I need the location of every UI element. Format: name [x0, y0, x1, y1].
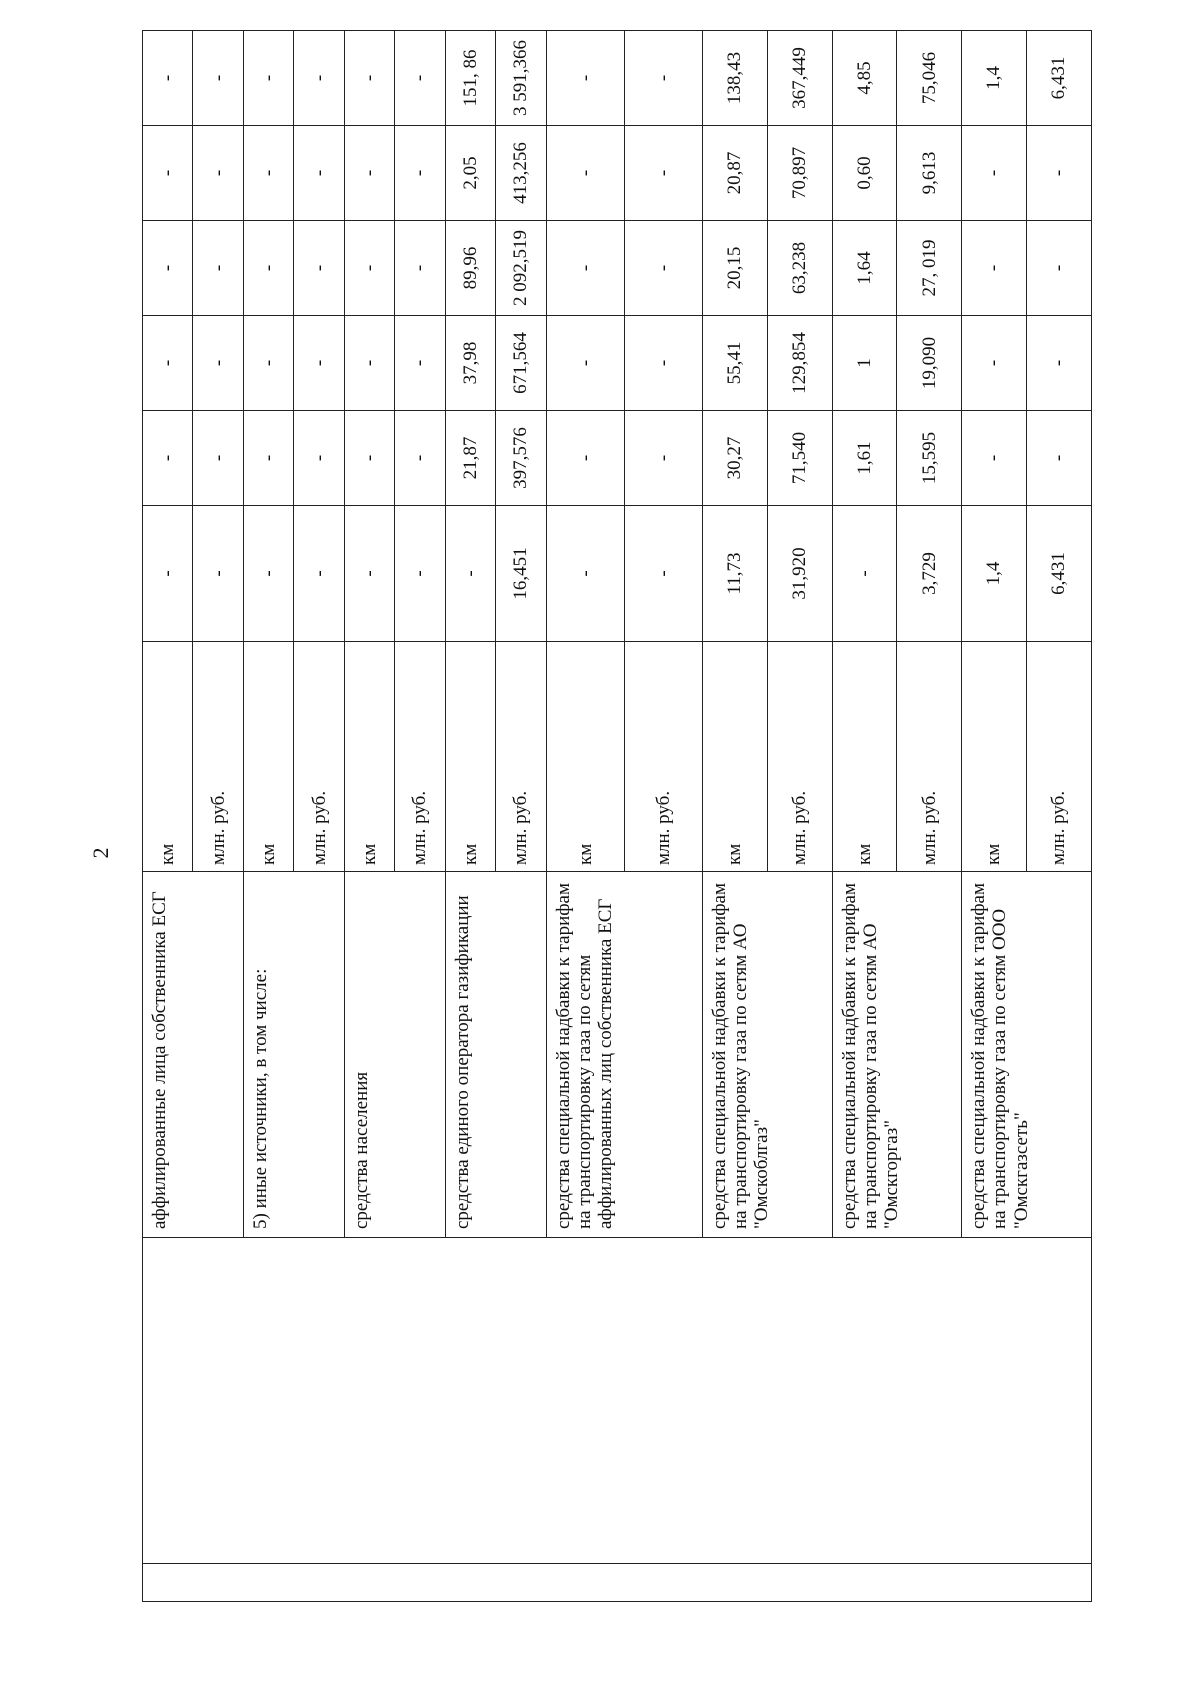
unit-cell: км — [546, 642, 624, 872]
value-cell: - — [143, 126, 193, 221]
value-cell: - — [294, 221, 344, 316]
value-cell: - — [344, 506, 394, 642]
value-cell: 20,15 — [702, 221, 767, 316]
value-cell: - — [962, 316, 1027, 411]
unit-cell: млн. руб. — [193, 642, 243, 872]
value-cell: - — [1027, 126, 1092, 221]
value-cell: 55,41 — [702, 316, 767, 411]
value-cell: - — [395, 411, 445, 506]
value-cell: - — [243, 31, 293, 126]
value-cell: - — [546, 221, 624, 316]
value-cell: 16,451 — [496, 506, 546, 642]
value-cell: - — [294, 31, 344, 126]
value-cell: 75,046 — [897, 31, 962, 126]
value-cell: - — [624, 506, 702, 642]
row-label: средства населения — [344, 872, 445, 1238]
value-cell: 15,595 — [897, 411, 962, 506]
value-cell: 19,090 — [897, 316, 962, 411]
row-label: средства специальной надбавки к тарифам на транспортировку газа по сетям ООО "Омскгазсеть" — [962, 872, 1092, 1238]
value-cell: - — [143, 506, 193, 642]
unit-cell: км — [702, 642, 767, 872]
value-cell: - — [294, 126, 344, 221]
value-cell: - — [294, 506, 344, 642]
value-cell: 31,920 — [767, 506, 832, 642]
table-row — [143, 0, 193, 1602]
value-cell: 413,256 — [496, 126, 546, 221]
unit-cell: км — [445, 642, 495, 872]
value-cell: 671,564 — [496, 316, 546, 411]
row-label: 5) иные источники, в том числе: — [243, 872, 344, 1238]
value-cell: 4,85 — [832, 31, 897, 126]
value-cell: - — [143, 316, 193, 411]
value-cell: - — [344, 316, 394, 411]
value-cell: - — [1027, 316, 1092, 411]
value-cell: - — [624, 31, 702, 126]
value-cell: - — [624, 126, 702, 221]
unit-cell: млн. руб. — [897, 642, 962, 872]
financing-table — [142, 0, 1092, 1602]
value-cell: 129,854 — [767, 316, 832, 411]
unit-cell: млн. руб. — [1027, 642, 1092, 872]
value-cell: 27, 019 — [897, 221, 962, 316]
value-cell: - — [546, 506, 624, 642]
rotated-table-wrapper — [142, 40, 1092, 1602]
value-cell: 89,96 — [445, 221, 495, 316]
value-cell: - — [193, 316, 243, 411]
value-cell: - — [193, 506, 243, 642]
value-cell: 151, 86 — [445, 31, 495, 126]
value-cell: - — [193, 411, 243, 506]
unit-cell: млн. руб. — [395, 642, 445, 872]
value-cell: 30,27 — [702, 411, 767, 506]
value-cell: - — [962, 411, 1027, 506]
value-cell: - — [395, 316, 445, 411]
value-cell: - — [143, 221, 193, 316]
value-cell: 3 591,366 — [496, 31, 546, 126]
value-cell: - — [395, 126, 445, 221]
unit-cell: млн. руб. — [767, 642, 832, 872]
value-cell: - — [344, 221, 394, 316]
unit-cell: млн. руб. — [496, 642, 546, 872]
unit-cell: км — [832, 642, 897, 872]
value-cell: 1,4 — [962, 506, 1027, 642]
value-cell: 9,613 — [897, 126, 962, 221]
unit-cell: км — [962, 642, 1027, 872]
value-cell: 20,87 — [702, 126, 767, 221]
value-cell: - — [624, 221, 702, 316]
value-cell: - — [962, 221, 1027, 316]
value-cell: - — [395, 506, 445, 642]
value-cell: - — [243, 506, 293, 642]
value-cell: - — [546, 411, 624, 506]
value-cell: - — [344, 126, 394, 221]
value-cell: - — [445, 506, 495, 642]
value-cell: - — [546, 31, 624, 126]
value-cell: 2 092,519 — [496, 221, 546, 316]
value-cell: 2,05 — [445, 126, 495, 221]
value-cell: - — [243, 126, 293, 221]
value-cell: - — [832, 506, 897, 642]
value-cell: - — [294, 411, 344, 506]
value-cell: - — [193, 31, 243, 126]
unit-cell: млн. руб. — [294, 642, 344, 872]
value-cell: 3,729 — [897, 506, 962, 642]
value-cell: - — [344, 31, 394, 126]
value-cell: 6,431 — [1027, 31, 1092, 126]
row-label: средства специальной надбавки к тарифам на транспортировку газа по сетям аффилированных лиц собственника ЕСГ — [546, 872, 702, 1238]
value-cell: - — [143, 31, 193, 126]
value-cell: 63,238 — [767, 221, 832, 316]
value-cell: - — [1027, 411, 1092, 506]
value-cell: 71,540 — [767, 411, 832, 506]
value-cell: 6,431 — [1027, 506, 1092, 642]
value-cell: 1,4 — [962, 31, 1027, 126]
value-cell: 1,64 — [832, 221, 897, 316]
value-cell: - — [193, 126, 243, 221]
page-number: 2 — [88, 847, 113, 859]
value-cell: 21,87 — [445, 411, 495, 506]
value-cell: - — [243, 221, 293, 316]
value-cell: - — [344, 411, 394, 506]
value-cell: - — [546, 126, 624, 221]
value-cell: - — [243, 411, 293, 506]
value-cell: - — [546, 316, 624, 411]
value-cell: - — [143, 411, 193, 506]
unit-cell: млн. руб. — [624, 642, 702, 872]
value-cell: 70,897 — [767, 126, 832, 221]
value-cell: 138,43 — [702, 31, 767, 126]
value-cell: 1 — [832, 316, 897, 411]
value-cell: - — [1027, 221, 1092, 316]
blank-cell-index — [143, 1564, 1092, 1602]
value-cell: - — [624, 411, 702, 506]
value-cell: - — [395, 31, 445, 126]
value-cell: 11,73 — [702, 506, 767, 642]
row-label: средства единого оператора газификации — [445, 872, 546, 1238]
value-cell: 367,449 — [767, 31, 832, 126]
row-label: аффилированные лица собственника ЕСГ — [143, 872, 244, 1238]
value-cell: 37,98 — [445, 316, 495, 411]
value-cell: - — [962, 126, 1027, 221]
value-cell: - — [243, 316, 293, 411]
blank-cell-measure — [143, 1238, 1092, 1564]
value-cell: - — [395, 221, 445, 316]
value-cell: 397,576 — [496, 411, 546, 506]
unit-cell: км — [344, 642, 394, 872]
unit-cell: км — [243, 642, 293, 872]
value-cell: - — [294, 316, 344, 411]
value-cell: 0,60 — [832, 126, 897, 221]
unit-cell: км — [143, 642, 193, 872]
row-label: средства специальной надбавки к тарифам на транспортировку газа по сетям АО "Омскоблгаз" — [702, 872, 832, 1238]
row-label: средства специальной надбавки к тарифам на транспортировку газа по сетям АО "Омскгоргаз" — [832, 872, 962, 1238]
value-cell: - — [624, 316, 702, 411]
value-cell: 1,61 — [832, 411, 897, 506]
value-cell: - — [193, 221, 243, 316]
